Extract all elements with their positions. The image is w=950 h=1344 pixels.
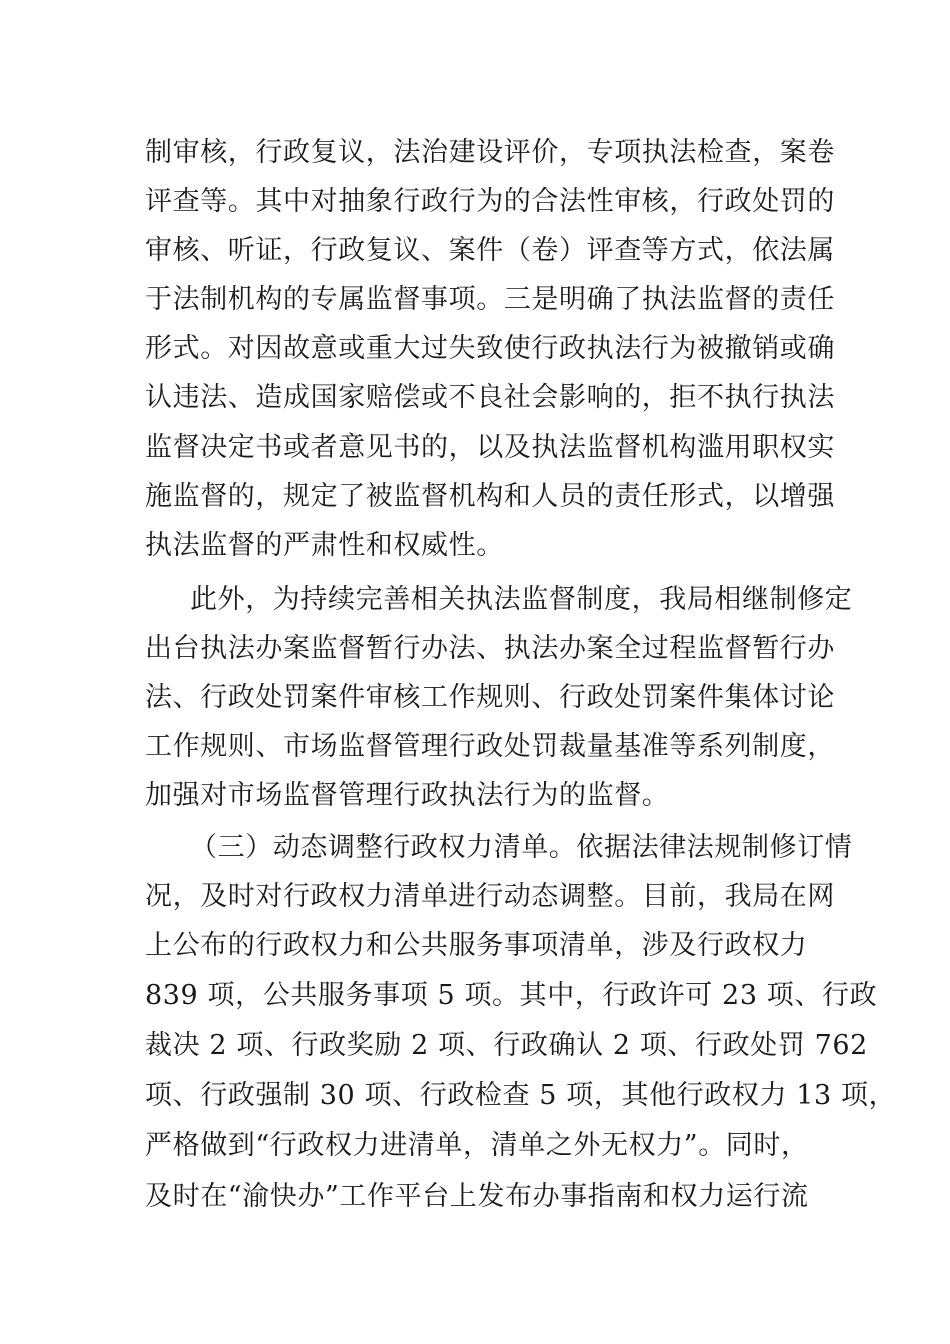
text-line: 项、行政强制 30 项、行政检查 5 项，其他行政权力 13 项，	[145, 1080, 897, 1111]
section-heading-line: （三）动态调整行政权力清单。依据法律法规制修订情	[190, 832, 853, 863]
text-line: 加强对市场监督管理行政执法行为的监督。	[145, 780, 670, 811]
text-line: 执法监督的严肃性和权威性。	[145, 530, 504, 561]
text-line: 审核、听证，行政复议、案件（卷）评查等方式，依法属	[145, 235, 835, 266]
text-line: 工作规则、市场监督管理行政处罚裁量基准等系列制度，	[145, 731, 835, 762]
text-line: 认违法、造成国家赔偿或不良社会影响的，拒不执行执法	[145, 382, 835, 413]
text-line: 监督决定书或者意见书的，以及执法监督机构滥用职权实	[145, 432, 835, 463]
paragraph-first-line: 此外，为持续完善相关执法监督制度，我局相继制修定	[190, 584, 853, 615]
text-line: 出台执法办案监督暂行办法、执法办案全过程监督暂行办	[145, 633, 835, 664]
text-line: 形式。对因故意或重大过失致使行政执法行为被撤销或确	[145, 333, 835, 364]
text-line: 制审核，行政复议，法治建设评价，专项执法检查，案卷	[145, 137, 835, 168]
text-line: 严格做到“行政权力进清单，清单之外无权力”。同时，	[145, 1130, 809, 1161]
text-line: 及时在“渝快办”工作平台上发布办事指南和权力运行流	[145, 1181, 809, 1212]
text-line: 上公布的行政权力和公共服务事项清单，涉及行政权力	[145, 930, 808, 961]
text-line: 况，及时对行政权力清单进行动态调整。目前，我局在网	[145, 881, 835, 912]
text-line: 法、行政处罚案件审核工作规则、行政处罚案件集体讨论	[145, 682, 835, 713]
text-line: 评查等。其中对抽象行政行为的合法性审核，行政处罚的	[145, 186, 835, 217]
text-line: 839 项，公共服务事项 5 项。其中，行政许可 23 项、行政	[145, 980, 878, 1011]
text-line: 施监督的，规定了被监督机构和人员的责任形式，以增强	[145, 481, 835, 512]
text-line: 于法制机构的专属监督事项。三是明确了执法监督的责任	[145, 284, 835, 315]
text-line: 裁决 2 项、行政奖励 2 项、行政确认 2 项、行政处罚 762	[145, 1030, 868, 1061]
